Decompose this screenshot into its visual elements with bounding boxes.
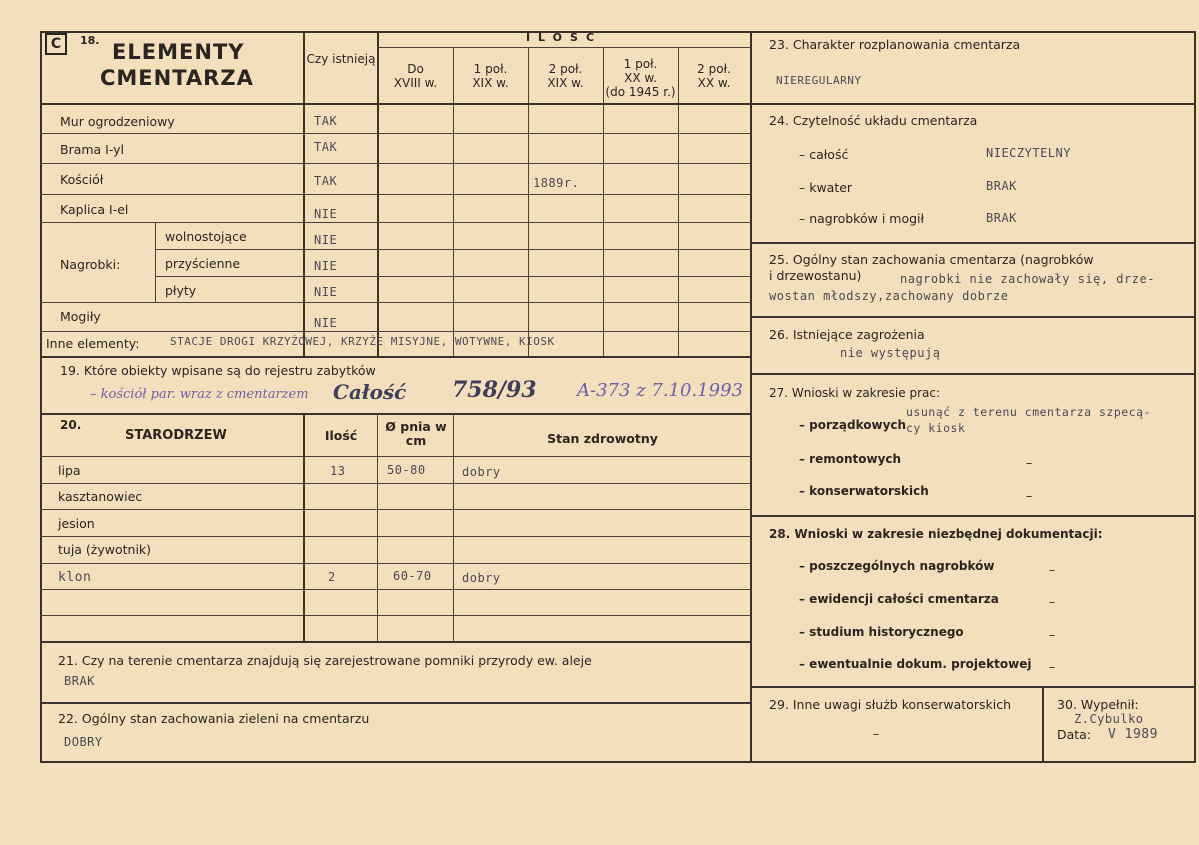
row-value-church: 1889r. — [533, 176, 580, 190]
layout-character-label: 23. Charakter rozplanowania cmentarza — [769, 37, 1021, 52]
works-row-label: – remontowych — [799, 452, 902, 466]
old-trees-title: STARODRZEW — [125, 428, 227, 443]
tree-row-health: dobry — [462, 571, 501, 585]
nature-monuments-value: BRAK — [64, 674, 95, 688]
other-elements-label: Inne elementy: — [46, 336, 140, 351]
row-label-church: Kościół — [60, 172, 104, 187]
tombstones-slabs-exists: NIE — [314, 285, 338, 299]
tombstones-wall-label: przyścienne — [165, 256, 241, 271]
works-row-value-cont: cy kiosk — [906, 421, 966, 435]
layout-character-value: NIEREGULARNY — [776, 74, 862, 87]
layout-legibility-label: 24. Czytelność układu cmentarza — [769, 113, 978, 128]
documentation-row-value: – — [1049, 562, 1056, 577]
legibility-row-value: BRAK — [986, 211, 1017, 225]
section-20-number: 20. — [60, 418, 82, 432]
tombstones-freestanding-exists: NIE — [314, 233, 338, 247]
row-label-wall: Mur ogrodzeniowy — [60, 114, 175, 129]
greenery-state-value: DOBRY — [64, 735, 103, 749]
other-remarks-value: – — [873, 726, 880, 741]
works-proposals-label: 27. Wnioski w zakresie prac: — [769, 386, 941, 400]
register-handwritten-whole: Całość — [333, 380, 407, 404]
period-header-2: 2 poł. XIX w. — [547, 62, 584, 90]
graves-label: Mogiły — [60, 309, 101, 324]
section-letter-box: C — [45, 33, 67, 55]
tree-row-label: lipa — [58, 463, 81, 478]
period-header-4: 2 poł. XX w. — [697, 62, 731, 90]
tree-row-label: klon — [58, 570, 92, 585]
other-remarks-label: 29. Inne uwagi służb konserwatorskich — [769, 697, 1011, 712]
tree-row-diameter: 60-70 — [393, 569, 432, 583]
works-row-value: usunąć z terenu cmentarza szpecą- — [906, 405, 1151, 419]
tree-row-label: jesion — [58, 516, 95, 531]
tree-row-label: kasztanowiec — [58, 489, 143, 504]
tombstones-wall-exists: NIE — [314, 259, 338, 273]
tombstones-slabs-label: płyty — [165, 283, 197, 298]
filled-by-name: Z.Cybulko — [1074, 712, 1144, 726]
documentation-row-value: – — [1049, 659, 1056, 674]
cemetery-state-value-line1: nagrobki nie zachowały się, drze- — [900, 272, 1155, 286]
documentation-proposals-label: 28. Wnioski w zakresie niezbędnej dokumentacji: — [769, 527, 1103, 541]
works-row-label: – porządkowych — [799, 418, 907, 432]
legibility-row-label: – całość — [799, 147, 849, 162]
period-header-1: 1 poł. XIX w. — [472, 62, 509, 90]
row-label-chapel: Kaplica I-el — [60, 202, 129, 217]
documentation-row-label: – ewidencji całości cmentarza — [799, 592, 999, 606]
tree-row-count: 2 — [328, 570, 336, 584]
tree-row-label: tuja (żywotnik) — [58, 542, 152, 557]
column-exists-header: Czy istnieją — [306, 52, 376, 66]
register-handwritten-number: 758/93 — [452, 377, 537, 403]
date-label: Data: — [1057, 727, 1092, 742]
legibility-row-value: BRAK — [986, 179, 1017, 193]
documentation-row-value: – — [1049, 594, 1056, 609]
tree-row-diameter: 50-80 — [387, 463, 426, 477]
works-row-label: – konserwatorskich — [799, 484, 929, 498]
threats-value: nie występują — [840, 346, 941, 360]
row-exists-gate: TAK — [314, 140, 338, 154]
cemetery-state-label: 25. Ogólny stan zachowania cmentarza (nagrobków — [769, 252, 1094, 267]
period-header-3: 1 poł. XX w. (do 1945 r.) — [605, 57, 676, 99]
elements-title-line1: ELEMENTY — [112, 40, 245, 64]
greenery-state-question: 22. Ogólny stan zachowania zieleni na cmentarzu — [58, 711, 370, 726]
cemetery-state-label-cont: i drzewostanu) — [769, 268, 862, 283]
legibility-row-label: – nagrobków i mogił — [799, 211, 925, 226]
period-header-0: Do XVIII w. — [393, 62, 438, 90]
threats-label: 26. Istniejące zagrożenia — [769, 327, 925, 342]
health-status-header: Stan zdrowotny — [547, 431, 658, 446]
works-row-value: – — [1026, 488, 1033, 503]
graves-exists: NIE — [314, 316, 338, 330]
row-exists-chapel: NIE — [314, 207, 338, 221]
trees-count-header: Ilość — [324, 428, 358, 443]
legibility-row-value: NIECZYTELNY — [986, 146, 1071, 160]
elements-title-line2: CMENTARZA — [100, 66, 254, 90]
row-exists-church: TAK — [314, 174, 338, 188]
register-question: 19. Które obiekty wpisane są do rejestru zabytków — [60, 363, 376, 378]
register-handwritten-entry: A-373 z 7.10.1993 — [577, 380, 743, 401]
cemetery-state-value-line2: wostan młodszy,zachowany dobrze — [769, 289, 1009, 303]
tree-row-health: dobry — [462, 465, 501, 479]
row-exists-wall: TAK — [314, 114, 338, 128]
section-18-number: 18. — [80, 34, 100, 47]
tree-row-count: 13 — [330, 464, 346, 478]
other-elements-value: STACJE DROGI KRZYŻOWEJ, KRZYŻE MISYJNE, WOTYWNE, KIOSK — [170, 335, 555, 348]
trunk-diameter-header: Ø pnia w cm — [385, 419, 447, 448]
documentation-row-label: – poszczególnych nagrobków — [799, 559, 995, 573]
tombstones-label: Nagrobki: — [60, 257, 121, 272]
documentation-row-label: – ewentualnie dokum. projektowej — [799, 657, 1032, 671]
date-value: V 1989 — [1108, 727, 1158, 742]
documentation-row-label: – studium historycznego — [799, 625, 964, 639]
legibility-row-label: – kwater — [799, 180, 853, 195]
nature-monuments-question: 21. Czy na terenie cmentarza znajdują się zarejestrowane pomniki przyrody ew. aleje — [58, 653, 592, 668]
tombstones-freestanding-label: wolnostojące — [165, 229, 247, 244]
documentation-row-value: – — [1049, 627, 1056, 642]
row-label-gate: Brama I-yl — [60, 142, 125, 157]
filled-by-label: 30. Wypełnił: — [1057, 697, 1139, 712]
quantity-header: ILOŚĆ — [525, 31, 603, 44]
register-handwritten-church: – kościół par. wraz z cmentarzem — [90, 387, 309, 402]
works-row-value: – — [1026, 455, 1033, 470]
